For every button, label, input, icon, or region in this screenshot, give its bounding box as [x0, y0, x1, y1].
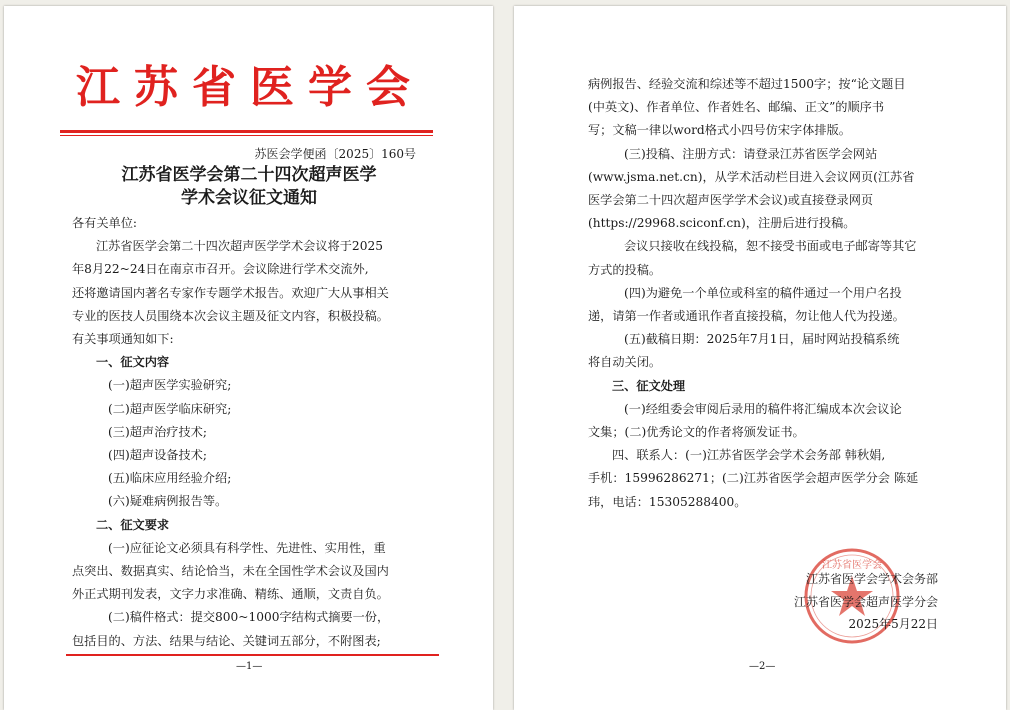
page-2-body	[588, 73, 942, 514]
paragraph-line: (四)为避免一个单位或科室的稿件通过一个用户名投	[624, 285, 902, 300]
paragraph-line: 还将邀请国内著名专家作专题学术报告。欢迎广大从事相关	[72, 285, 389, 300]
list-item: (六)疑难病例报告等。	[108, 494, 228, 509]
paragraph-line: 医学会第二十四次超声医学学术会议)或直接登录网页	[588, 193, 874, 208]
paragraph-line: (三)投稿、注册方式：请登录江苏省医学会网站	[624, 146, 878, 161]
paragraph-line: 包括目的、方法、结果与结论、关键词五部分，不附图表;	[72, 633, 381, 648]
org-title: 江苏省医学会	[76, 62, 424, 113]
paragraph-line: (二)稿件格式：提交800~1000字结构式摘要一份，	[108, 610, 390, 625]
paragraph-line: (一)经组委会审阅后录用的稿件将汇编成本次会议论	[624, 401, 902, 416]
page-number: —2—	[749, 661, 776, 672]
paragraph-line: 江苏省医学会第二十四次超声医学学术会议将于2025	[96, 239, 383, 254]
contact-line: 玮，电话：15305288400。	[588, 494, 747, 509]
list-item: (三)超声治疗技术;	[108, 424, 207, 439]
signature-date: 2025年5月22日	[848, 617, 938, 631]
section-heading: 二、征文要求	[96, 517, 170, 532]
list-item: (一)超声医学实验研究;	[108, 378, 232, 393]
paragraph-line: (https://29968.sciconf.cn)，注册后进行投稿。	[588, 216, 856, 231]
paragraph-line: 有关事项通知如下:	[72, 332, 174, 347]
document-title	[74, 164, 424, 210]
paragraph-line: 病例报告、经验交流和综述等不超过1500字；按“论文题目	[588, 77, 906, 91]
title-line-2: 学术会议征文通知	[181, 188, 317, 208]
section-heading: 一、征文内容	[96, 355, 170, 370]
contact-line: 四、联系人：(一)江苏省医学会学术会务部 韩秋娟,	[612, 448, 886, 463]
contact-line: 手机：15996286271；(二)江苏省医学会超声医学分会 陈延	[588, 471, 919, 486]
signature-line: 江苏省医学会超声医学分会	[793, 594, 938, 609]
paragraph-line: (五)截稿日期：2025年7月1日，届时网站投稿系统	[624, 332, 900, 347]
greeting: 各有关单位:	[72, 216, 138, 230]
signature-line: 江苏省医学会学术会务部	[805, 572, 938, 586]
paragraph-line: 递，请第一作者或通讯作者直接投稿，勿让他人代为投递。	[588, 309, 905, 324]
paragraph-line: 专业的医技人员围绕本次会议主题及征文内容，积极投稿。	[72, 308, 389, 323]
header-red-rule-thin	[60, 135, 433, 136]
paragraph-line: 文集；(二)优秀论文的作者将颁发证书。	[588, 425, 805, 440]
paragraph-line: 点突出、数据真实、结论恰当，未在全国性学术会议及国内	[72, 564, 389, 579]
document-page-2	[514, 6, 1006, 710]
paragraph-line: 外正式期刊发表，文字力求准确、精练、通顺，文责自负。	[72, 587, 389, 602]
list-item: (四)超声设备技术;	[108, 448, 207, 463]
list-item: (二)超声医学临床研究;	[108, 401, 232, 416]
title-line-1: 江苏省医学会第二十四次超声医学	[121, 165, 377, 185]
section-heading: 三、征文处理	[612, 378, 686, 393]
paragraph-line: 方式的投稿。	[588, 262, 662, 277]
paragraph-line: 会议只接收在线投稿，恕不接受书面或电子邮寄等其它	[624, 239, 917, 254]
seal-text: 江苏省医学会	[822, 560, 882, 571]
paragraph-line: (www.jsma.net.cn)，从学术活动栏目进入会议网页(江苏省	[588, 169, 915, 184]
paragraph-line: (中英文)、作者单位、作者姓名、邮编、正文”的顺序书	[588, 100, 885, 115]
paragraph-line: 将自动关闭。	[588, 355, 662, 370]
paragraph-line: 写；文稿一律以word格式小四号仿宋字体排版。	[588, 123, 851, 138]
page-1-body	[72, 212, 442, 653]
paragraph-line: (一)应征论文必须具有科学性、先进性、实用性，重	[108, 540, 386, 555]
list-item: (五)临床应用经验介绍;	[108, 471, 232, 486]
signature-block	[758, 568, 938, 636]
page-number: —1—	[236, 661, 263, 672]
document-page-1	[4, 6, 493, 710]
paragraph-line: 年8月22~24日在南京市召开。会议除进行学术交流外,	[72, 262, 369, 277]
footer-red-rule	[66, 654, 439, 656]
header-red-rule	[60, 130, 433, 133]
document-number: 苏医会学便函〔2025〕160号	[254, 147, 416, 161]
